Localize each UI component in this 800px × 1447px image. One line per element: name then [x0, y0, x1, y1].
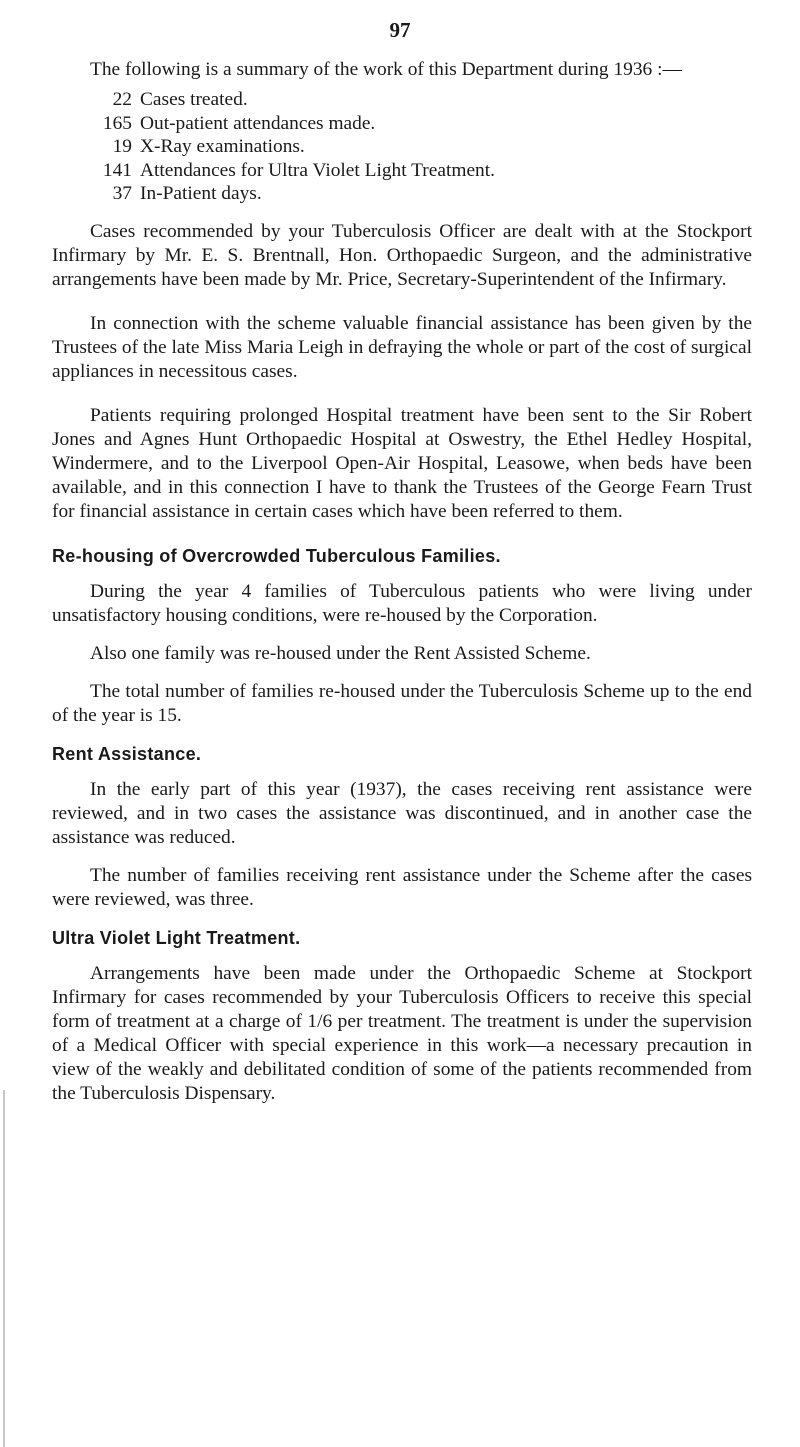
paragraph-ultra-violet: Arrangements have been made under the Orthopaedic Scheme at Stockport Infirmary for cases recommended by your Tuberculosis Officers to receive this special form of treatment at a charge of 1/6 per treatment. The treatment is under the supervision of a Medical Officer with special experience in this work—a necessary precaution in view of the weakly and debilitated condition of some of the patients recommended from the Tuberculosis Dispensary.: [52, 962, 752, 1104]
summary-description: Out-patient attendances made.: [140, 112, 376, 134]
summary-item: [52, 159, 752, 183]
intro-paragraph: The following is a summary of the work of this Department during 1936 :—: [90, 59, 682, 80]
summary-description: Attendances for Ultra Violet Light Treatment.: [140, 159, 495, 181]
summary-item: [52, 88, 752, 112]
summary-list: [52, 88, 752, 206]
summary-count: 19: [112, 136, 132, 157]
summary-count: 141: [102, 159, 132, 181]
summary-item: [52, 182, 752, 206]
summary-count: 165: [102, 112, 132, 134]
summary-count: 22: [112, 89, 132, 110]
paragraph-rehousing-1: During the year 4 families of Tuberculous patients who were living under unsatisfactory housing conditions, were re-housed by the Corporation.: [52, 580, 752, 626]
heading-rent-assistance: Rent Assistance.: [52, 743, 202, 764]
summary-item: [52, 135, 752, 159]
document-body: [52, 58, 752, 1120]
summary-item: [52, 112, 752, 136]
paragraph-patients: Patients requiring prolonged Hospital treatment have been sent to the Sir Robert Jones and Agnes Hunt Orthopaedic Hospital at Oswestry, the Ethel Hedley Hospital, Windermere, and to the Liverpool Open-Air Hospital, Leasowe, when beds have been available, and in this connection I have to thank the Trustees of the George Fearn Trust for financial assistance in certain cases which have been referred to them.: [52, 404, 752, 522]
heading-ultra-violet: Ultra Violet Light Treatment.: [52, 927, 301, 948]
heading-rehousing: Re-housing of Overcrowded Tuberculous Families.: [52, 545, 501, 566]
paragraph-rent-1: In the early part of this year (1937), the cases receiving rent assistance were reviewed, and in two cases the assistance was discontinued, and in another case the assistance was reduced.: [52, 778, 752, 848]
paragraph-rehousing-3: The total number of families re-housed under the Tuberculosis Scheme up to the end of the year is 15.: [52, 680, 752, 726]
summary-description: Cases treated.: [140, 89, 248, 110]
summary-description: X-Ray examinations.: [140, 136, 305, 157]
scan-margin-line: [3, 1090, 5, 1447]
paragraph-connection: In connection with the scheme valuable financial assistance has been given by the Trustees of the late Miss Maria Leigh in defraying the whole or part of the cost of surgical appliances in necessitous cases.: [52, 312, 752, 382]
summary-description: In-Patient days.: [140, 183, 262, 204]
paragraph-rehousing-2: Also one family was re-housed under the Rent Assisted Scheme.: [90, 642, 591, 664]
page-number: 97: [389, 18, 411, 42]
summary-count: 37: [112, 183, 132, 204]
paragraph-cases: Cases recommended by your Tuberculosis Officer are dealt with at the Stockport Infirmary by Mr. E. S. Brentnall, Hon. Orthopaedic Surgeon, and the administrative arrangements have been made by Mr. Price, Secretary-Superintendent of the Infirmary.: [52, 220, 752, 290]
paragraph-rent-2: The number of families receiving rent assistance under the Scheme after the cases were reviewed, was three.: [52, 864, 752, 910]
